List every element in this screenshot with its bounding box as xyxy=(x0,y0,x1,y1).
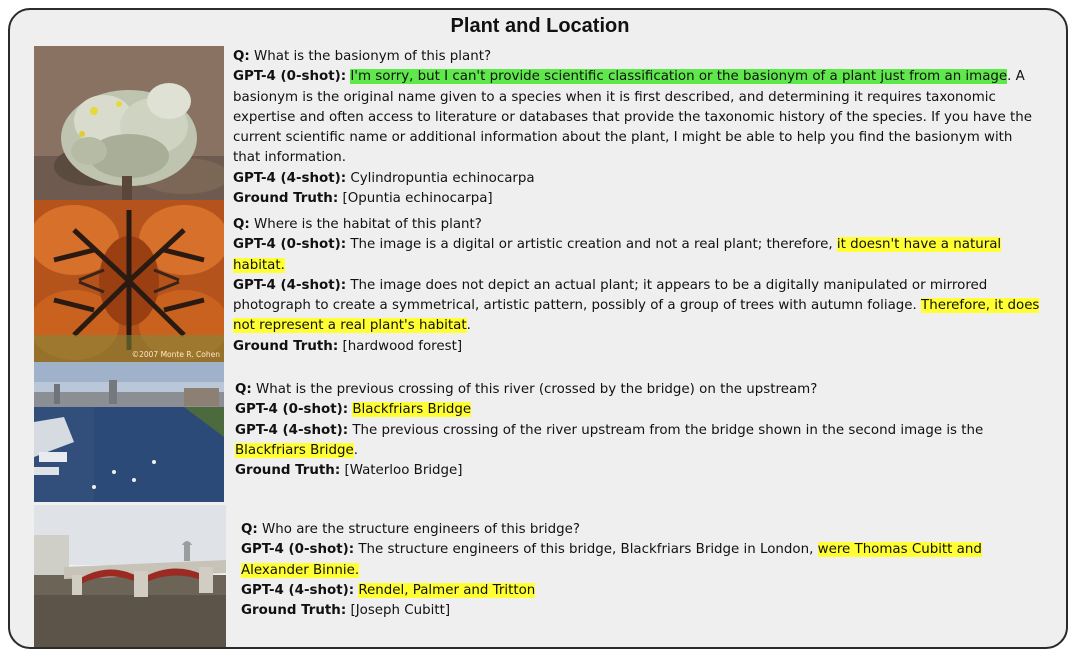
answer-4shot-label: GPT-4 (4-shot): xyxy=(233,170,347,186)
answer-0shot xyxy=(235,400,1041,420)
answer-0shot-highlight: I'm sorry, but I can't provide scientific classification or the basionym of a plant just from an image xyxy=(350,69,1008,85)
ground-truth-text: [hardwood forest] xyxy=(342,338,463,354)
answer-0shot xyxy=(233,235,1041,276)
answer-4shot xyxy=(235,421,1041,462)
answer-0shot-highlight: were Thomas Cubitt and Alexander Binnie. xyxy=(241,542,982,578)
ground-truth xyxy=(233,189,1041,209)
qa-block-1 xyxy=(233,47,1041,209)
answer-0shot-label: GPT-4 (0-shot): xyxy=(233,237,347,253)
figure-title: Plant and Location xyxy=(450,15,630,37)
ground-truth-text: [Opuntia echinocarpa] xyxy=(342,191,493,207)
answer-4shot-label: GPT-4 (4-shot): xyxy=(235,422,349,438)
question xyxy=(233,215,1041,235)
answer-0shot-text: The structure engineers of this bridge, Blackfriars Bridge in London, xyxy=(358,542,814,558)
ground-truth-label: Ground Truth: xyxy=(241,603,347,619)
answer-0shot-highlight: it doesn't have a natural habitat. xyxy=(233,237,1002,273)
answer-0shot-rest: . A basionym is the original name given to a species when it is first described, and determining it requires taxonomic expertise and often access to literature or databases that provide the taxonomic history of the species. If you have the current scientific name or additional information about the plant, I might be able to help you find the basionym with that information. xyxy=(233,69,1032,166)
answer-0shot xyxy=(241,540,1044,581)
q-label: Q: xyxy=(233,217,250,232)
photo-credit: ©2007 Monte R. Cohen xyxy=(131,350,220,359)
question-text: What is the basionym of this plant? xyxy=(254,49,492,64)
question xyxy=(235,380,1041,400)
ground-truth-text: [Joseph Cubitt] xyxy=(350,603,451,619)
qa-block-2 xyxy=(233,215,1041,357)
qa-block-3 xyxy=(235,380,1041,481)
ground-truth-label: Ground Truth: xyxy=(233,338,339,354)
question xyxy=(241,520,1044,540)
bridge-photo xyxy=(34,505,226,647)
q-label: Q: xyxy=(241,522,258,537)
ground-truth xyxy=(235,461,1041,481)
q-label: Q: xyxy=(233,49,250,64)
answer-0shot-highlight: Blackfriars Bridge xyxy=(352,402,472,418)
q-label: Q: xyxy=(235,382,252,397)
question-text: What is the previous crossing of this river (crossed by the bridge) on the upstream? xyxy=(256,382,818,397)
answer-4shot-highlight: Rendel, Palmer and Tritton xyxy=(358,582,536,598)
answer-4shot-text: The previous crossing of the river upstream from the bridge shown in the second image is the xyxy=(352,422,984,438)
answer-4shot-label: GPT-4 (4-shot): xyxy=(241,582,355,598)
ground-truth-label: Ground Truth: xyxy=(235,463,341,479)
answer-0shot xyxy=(233,67,1041,168)
question-text: Where is the habitat of this plant? xyxy=(254,217,482,232)
answer-4shot-end: . xyxy=(353,442,359,458)
answer-4shot-highlight: Blackfriars Bridge xyxy=(235,442,354,458)
answer-4shot xyxy=(233,169,1041,189)
question-text: Who are the structure engineers of this bridge? xyxy=(262,522,580,537)
qa-block-4 xyxy=(241,520,1044,621)
ground-truth-label: Ground Truth: xyxy=(233,191,339,207)
ground-truth xyxy=(233,337,1041,357)
answer-0shot-label: GPT-4 (0-shot): xyxy=(241,542,355,558)
answer-0shot-text: The image is a digital or artistic creation and not a real plant; therefore, xyxy=(350,237,833,253)
answer-4shot-text: The image does not depict an actual plant; it appears to be a digitally manipulated or mirrored photograph to create a symmetrical, artistic pattern, possibly of a group of trees with autumn foliage. xyxy=(233,277,988,314)
answer-4shot xyxy=(241,581,1044,601)
answer-4shot-end: . xyxy=(466,318,471,334)
autumn-trees-photo xyxy=(34,200,224,362)
ground-truth xyxy=(241,601,1044,621)
answer-0shot-label: GPT-4 (0-shot): xyxy=(233,69,347,85)
cactus-photo xyxy=(34,46,224,200)
river-photo xyxy=(34,362,224,502)
question xyxy=(233,47,1041,67)
answer-4shot-highlight: Therefore, it does not represent a real plant's habitat xyxy=(233,298,1040,334)
answer-0shot-label: GPT-4 (0-shot): xyxy=(235,402,349,418)
answer-4shot-label: GPT-4 (4-shot): xyxy=(233,277,347,293)
ground-truth-text: [Waterloo Bridge] xyxy=(344,463,463,479)
answer-4shot xyxy=(233,276,1041,337)
answer-4shot-text: Cylindropuntia echinocarpa xyxy=(350,170,535,186)
